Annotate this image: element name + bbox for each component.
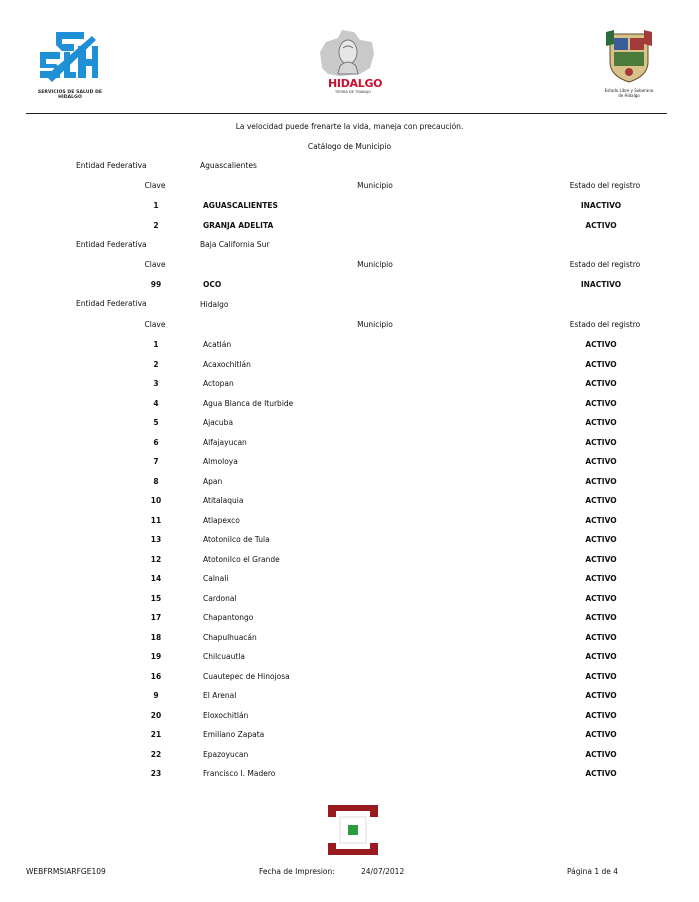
row-clave: 14 (150, 574, 162, 583)
row-municipio: Francisco I. Madero (203, 769, 276, 778)
row-municipio: Atitalaquia (203, 496, 244, 505)
row-clave: 1 (153, 201, 159, 210)
row-estado: ACTIVO (585, 633, 617, 642)
row-municipio: Chapulhuacán (203, 633, 257, 642)
row-clave: 12 (150, 555, 162, 564)
footer-emblem-icon (326, 803, 380, 857)
column-header-estado: Estado del registro (569, 260, 641, 269)
print-date: 24/07/2012 (361, 867, 405, 876)
row-clave: 99 (150, 280, 162, 289)
row-estado: ACTIVO (585, 555, 617, 564)
row-estado: ACTIVO (585, 652, 617, 661)
row-clave: 11 (150, 516, 162, 525)
row-estado: ACTIVO (585, 730, 617, 739)
row-clave: 10 (150, 496, 162, 505)
row-clave: 13 (150, 535, 162, 544)
entity-value: Baja California Sur (200, 240, 270, 249)
hidalgo-map-icon (316, 28, 382, 80)
column-header-estado: Estado del registro (569, 320, 641, 329)
row-clave: 8 (153, 477, 159, 486)
row-estado: ACTIVO (585, 340, 617, 349)
row-estado: ACTIVO (585, 691, 617, 700)
row-municipio: Ajacuba (203, 418, 234, 427)
row-clave: 18 (150, 633, 162, 642)
row-estado: ACTIVO (585, 574, 617, 583)
column-header-municipio: Municipio (357, 181, 393, 190)
row-clave: 5 (153, 418, 159, 427)
column-header-municipio: Municipio (357, 260, 393, 269)
row-municipio: Atotonilco de Tula (203, 535, 270, 544)
row-clave: 19 (150, 652, 162, 661)
row-clave: 3 (153, 379, 159, 388)
entity-value: Hidalgo (200, 300, 229, 309)
row-estado: ACTIVO (585, 457, 617, 466)
row-municipio: Agua Blanca de Iturbide (203, 399, 294, 408)
print-date-label: Fecha de Impresion: (259, 867, 335, 876)
row-municipio: OCO (203, 280, 222, 289)
row-clave: 17 (150, 613, 162, 622)
column-header-clave: Clave (144, 181, 166, 190)
report-code: WEBFRMSIARFGE109 (26, 867, 106, 876)
row-municipio: Alfajayucan (203, 438, 247, 447)
footer-logo (326, 803, 380, 857)
row-clave: 9 (153, 691, 159, 700)
row-clave: 23 (150, 769, 162, 778)
row-estado: ACTIVO (585, 672, 617, 681)
coat-of-arms-icon (604, 28, 654, 86)
row-municipio: Atotonilco el Grande (203, 555, 280, 564)
row-estado: ACTIVO (585, 516, 617, 525)
row-estado: ACTIVO (585, 613, 617, 622)
column-header-clave: Clave (144, 260, 166, 269)
estado-logo-caption: Estado Libre y Soberano de Hidalgo (604, 88, 654, 98)
row-municipio: Chilcuautla (203, 652, 246, 661)
entity-label: Entidad Federativa (76, 299, 147, 308)
row-estado: ACTIVO (585, 769, 617, 778)
row-municipio: GRANJA ADELITA (203, 221, 274, 230)
row-estado: ACTIVO (585, 379, 617, 388)
row-municipio: AGUASCALIENTES (203, 201, 278, 210)
column-header-clave: Clave (144, 320, 166, 329)
row-estado: ACTIVO (585, 418, 617, 427)
row-clave: 2 (153, 360, 159, 369)
entity-label: Entidad Federativa (76, 240, 147, 249)
hidalgo-logo-title: HIDALGO (328, 77, 383, 90)
row-municipio: Atlapexco (203, 516, 240, 525)
row-estado: ACTIVO (585, 750, 617, 759)
row-clave: 1 (153, 340, 159, 349)
row-estado: INACTIVO (580, 280, 622, 289)
row-municipio: Almoloya (203, 457, 238, 466)
row-clave: 2 (153, 221, 159, 230)
ssh-logo-icon (26, 26, 111, 88)
row-clave: 16 (150, 672, 162, 681)
estado-coat-of-arms (604, 28, 654, 108)
row-clave: 4 (153, 399, 159, 408)
row-municipio: Acaxochitlán (203, 360, 251, 369)
row-clave: 21 (150, 730, 162, 739)
row-estado: ACTIVO (585, 496, 617, 505)
column-header-estado: Estado del registro (569, 181, 641, 190)
row-estado: ACTIVO (585, 535, 617, 544)
row-estado: ACTIVO (585, 399, 617, 408)
page-number: Página 1 de 4 (567, 867, 619, 876)
document-title: Catálogo de Municipio (307, 142, 392, 151)
row-municipio: El Arenal (203, 691, 237, 700)
row-estado: ACTIVO (585, 221, 617, 230)
row-municipio: Chapantongo (203, 613, 254, 622)
row-municipio: Cuautepec de Hinojosa (203, 672, 290, 681)
row-municipio: Actopan (203, 379, 234, 388)
header-divider (26, 113, 667, 114)
row-estado: ACTIVO (585, 360, 617, 369)
column-header-municipio: Municipio (357, 320, 393, 329)
entity-label: Entidad Federativa (76, 161, 147, 170)
row-municipio: Cardonal (203, 594, 237, 603)
ssh-logo-caption: SERVICIOS DE SALUD DE HIDALGO (37, 90, 103, 100)
row-clave: 7 (153, 457, 159, 466)
row-estado: ACTIVO (585, 477, 617, 486)
row-municipio: Acatlán (203, 340, 232, 349)
row-estado: ACTIVO (585, 711, 617, 720)
hidalgo-logo (316, 28, 382, 108)
row-municipio: Epazoyucan (203, 750, 249, 759)
row-estado: ACTIVO (585, 438, 617, 447)
row-municipio: Emiliano Zapata (203, 730, 265, 739)
row-clave: 20 (150, 711, 162, 720)
row-clave: 6 (153, 438, 159, 447)
ssh-logo (26, 26, 111, 108)
row-municipio: Eloxochitlán (203, 711, 249, 720)
row-municipio: Calnali (203, 574, 229, 583)
row-estado: ACTIVO (585, 594, 617, 603)
row-clave: 22 (150, 750, 162, 759)
row-clave: 15 (150, 594, 162, 603)
tagline: La velocidad puede frenarte la vida, maneja con precaución. (235, 122, 464, 131)
hidalgo-logo-subtitle: TIERRA DE TRABAJO (335, 90, 371, 94)
entity-value: Aguascalientes (200, 161, 257, 170)
row-estado: INACTIVO (580, 201, 622, 210)
row-municipio: Apan (203, 477, 223, 486)
